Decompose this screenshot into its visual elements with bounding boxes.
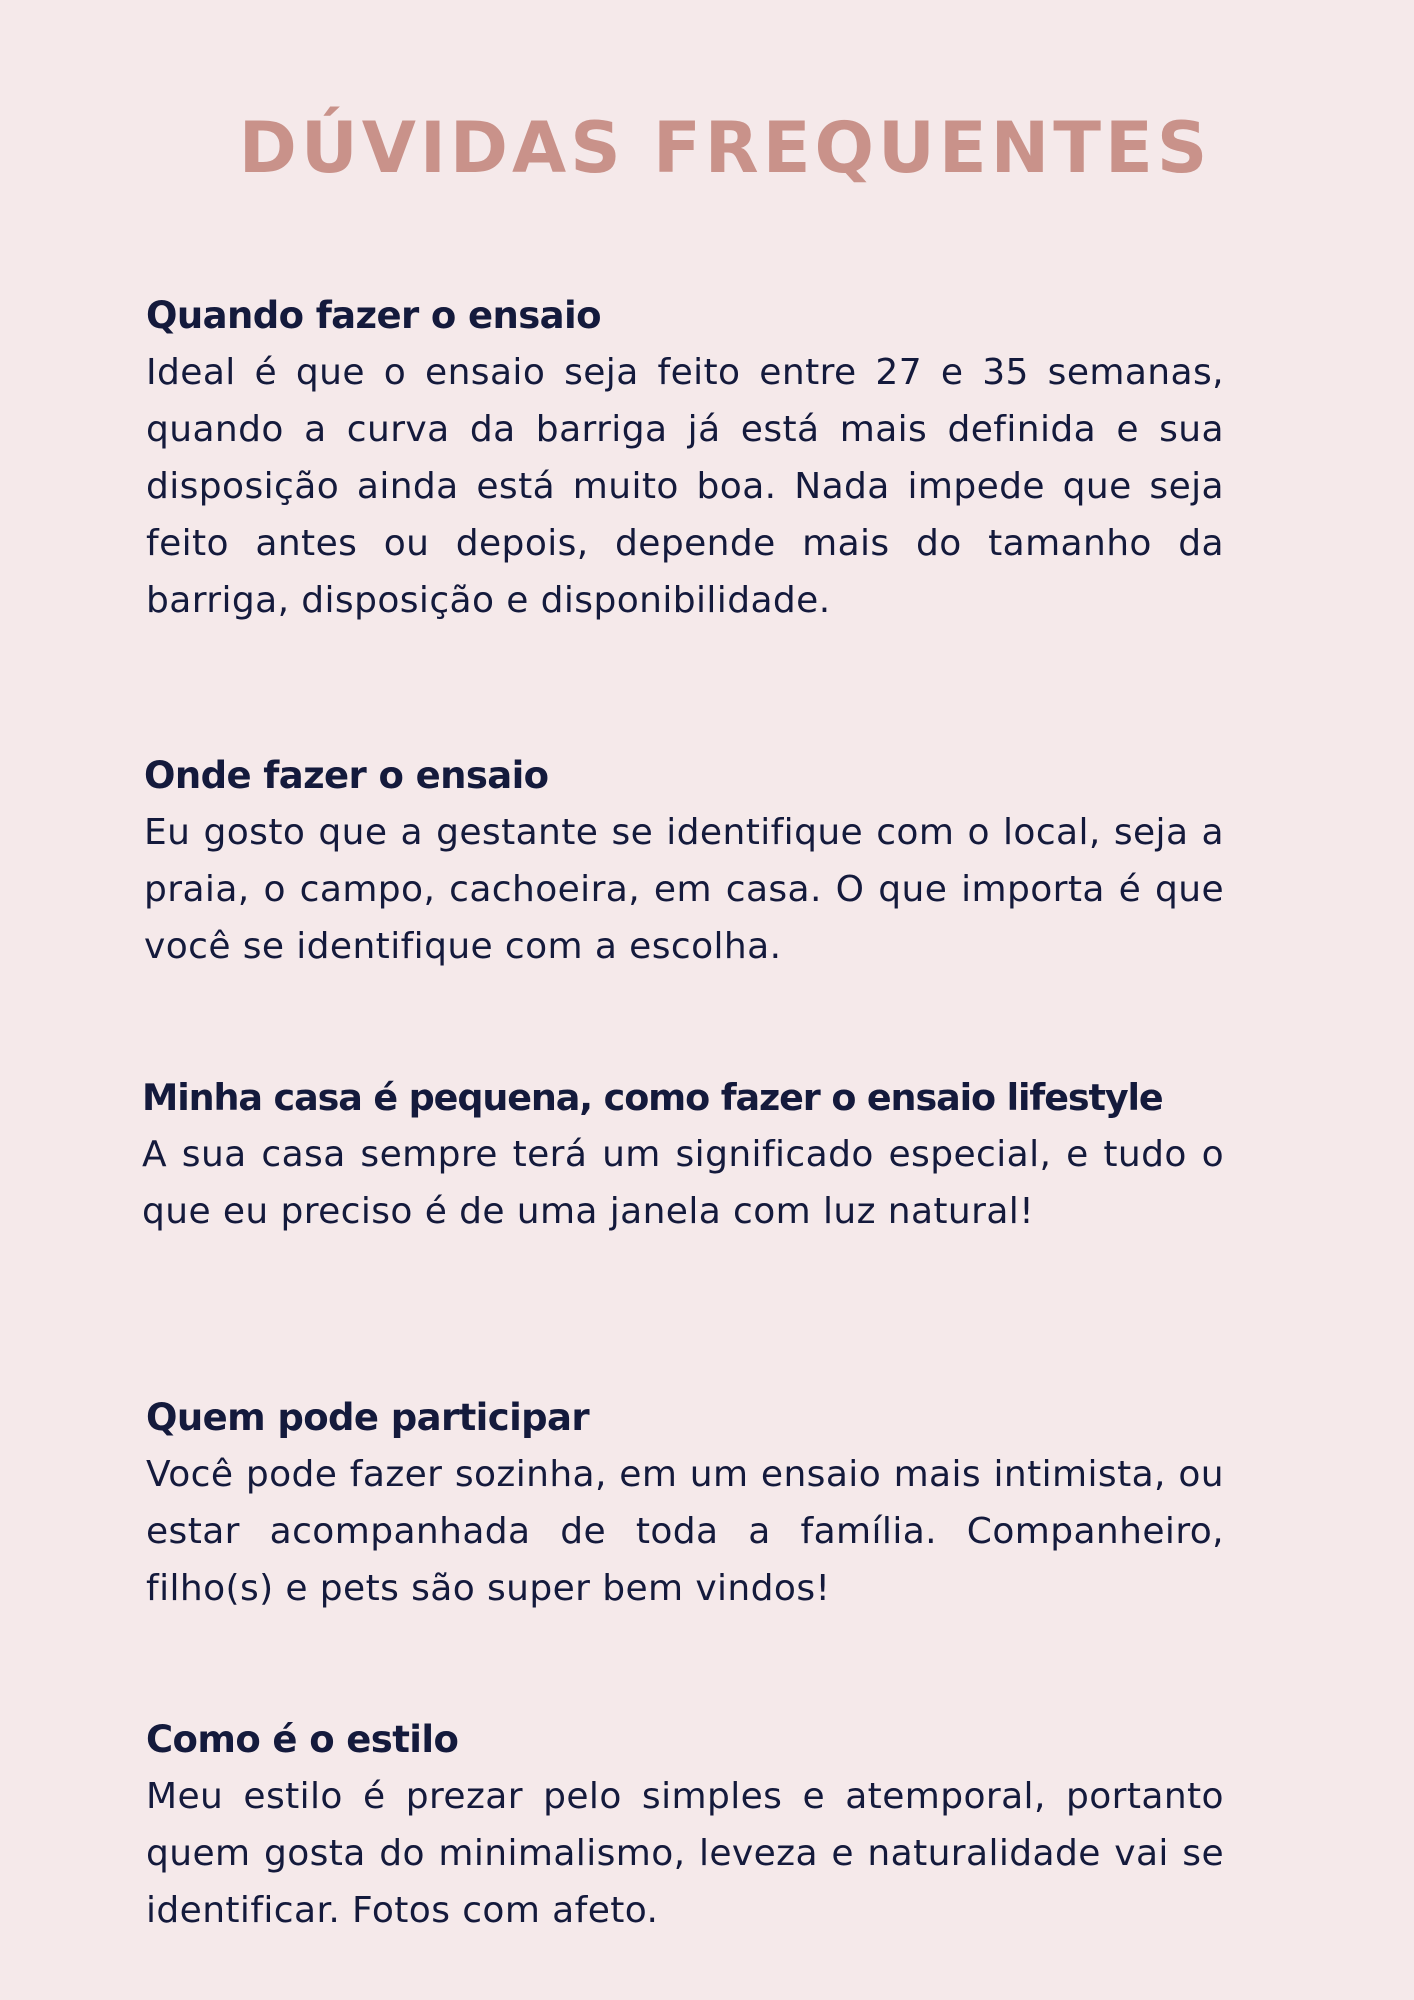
faq-answer: Você pode fazer sozinha, em um ensaio mais intimista, ou estar acompanhada de toda a família. Companheiro, filho(s) e pets são super bem vindos! <box>146 1454 1224 1609</box>
faq-question: Minha casa é pequena, como fazer o ensaio lifestyle <box>142 1076 1163 1119</box>
faq-answer: Eu gosto que a gestante se identifique com o local, seja a praia, o campo, cachoeira, em casa. O que importa é que você se identifique com a escolha. <box>144 812 1224 967</box>
faq-item <box>144 748 1224 975</box>
faq-item <box>142 1070 1224 1240</box>
faq-item <box>146 1390 1224 1617</box>
page-title: DÚVIDAS FREQUENTES <box>238 107 1212 189</box>
faq-answer: A sua casa sempre terá um significado especial, e tudo o que eu preciso é de uma janela com luz natural! <box>142 1134 1224 1232</box>
faq-answer: Meu estilo é prezar pelo simples e atemporal, portanto quem gosta do minimalismo, leveza e naturalidade vai se identificar. Fotos com afeto. <box>146 1776 1224 1931</box>
faq-item <box>146 1712 1224 1939</box>
faq-question: Quando fazer o ensaio <box>146 294 601 337</box>
faq-item <box>146 288 1224 629</box>
faq-question: Como é o estilo <box>146 1718 459 1761</box>
faq-question: Quem pode participar <box>146 1396 590 1439</box>
faq-answer: Ideal é que o ensaio seja feito entre 27 e 35 semanas, quando a curva da barriga já está mais definida e sua disposição ainda está muito boa. Nada impede que seja feito antes ou depois, depende mais do tamanho da barriga, disposição e disponibilidade. <box>146 352 1224 621</box>
faq-question: Onde fazer o ensaio <box>144 754 549 797</box>
